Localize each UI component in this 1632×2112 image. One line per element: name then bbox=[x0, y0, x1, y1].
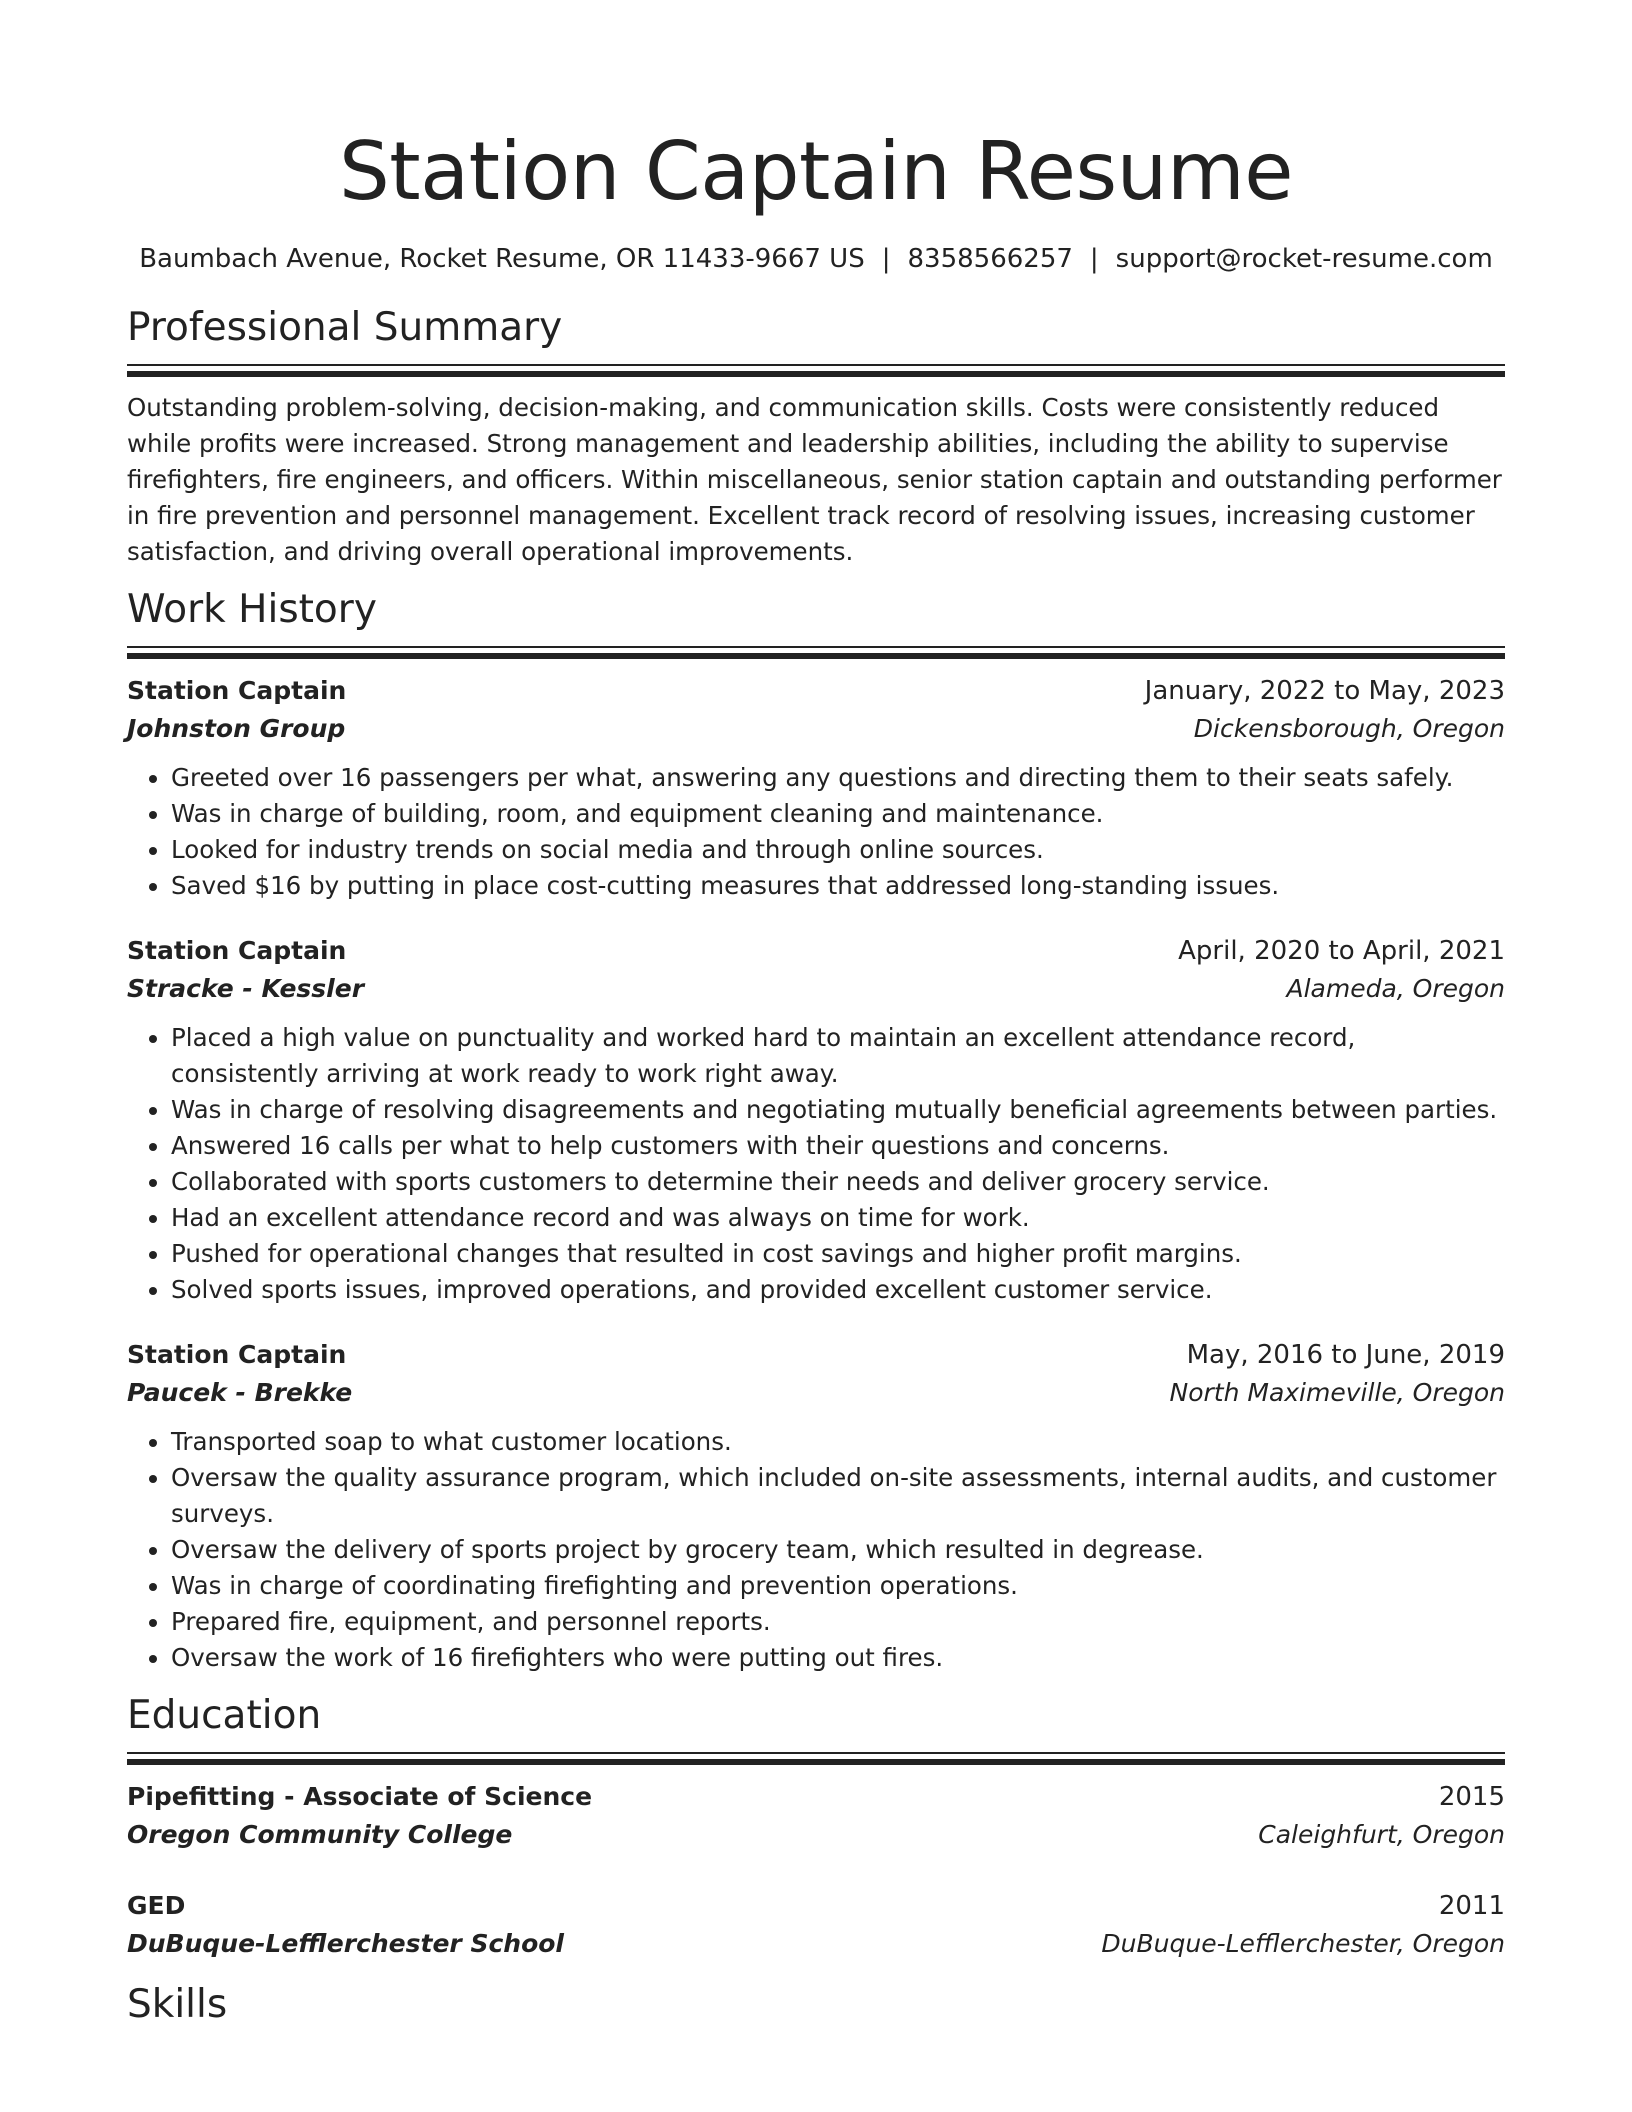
section-divider bbox=[127, 364, 1505, 376]
job-location: Alameda, Oregon bbox=[1286, 974, 1505, 1003]
bullet-item: • Was in charge of resolving disagreements and negotiating mutually beneficial agreements between parties. bbox=[171, 1092, 1505, 1128]
job-company: Johnston Group bbox=[127, 714, 346, 743]
bullet-item: • Placed a high value on punctuality and worked hard to maintain an excellent attendance record, consistently arriving at work ready to work right away. bbox=[171, 1020, 1505, 1092]
bullet-item: • Saved $16 by putting in place cost-cutting measures that addressed long-standing issues. bbox=[171, 868, 1505, 904]
job-bullets bbox=[127, 760, 1505, 904]
bullet-item: • Transported soap to what customer locations. bbox=[171, 1424, 1505, 1460]
job-dates: April, 2020 to April, 2021 bbox=[1178, 936, 1505, 966]
bullet-item: • Answered 16 calls per what to help customers with their questions and concerns. bbox=[171, 1128, 1505, 1164]
bullet-item: • Looked for industry trends on social media and through online sources. bbox=[171, 832, 1505, 868]
job-entry bbox=[127, 672, 1505, 904]
section-heading-summary: Professional Summary bbox=[127, 305, 563, 350]
section-heading-education: Education bbox=[127, 1693, 322, 1738]
education-school: Oregon Community College bbox=[127, 1820, 513, 1849]
education-school: DuBuque-Lefflerchester School bbox=[127, 1929, 564, 1958]
job-title: Station Captain bbox=[127, 936, 347, 965]
education-degree: GED bbox=[127, 1891, 186, 1920]
bullet-item: • Pushed for operational changes that resulted in cost savings and higher profit margins. bbox=[171, 1236, 1505, 1272]
section-heading-skills: Skills bbox=[127, 1982, 228, 2027]
bullet-item: • Greeted over 16 passengers per what, answering any questions and directing them to their seats safely. bbox=[171, 760, 1505, 796]
contact-phone: 8358566257 bbox=[907, 244, 1073, 274]
summary-section bbox=[127, 304, 1505, 570]
job-bullets bbox=[127, 1020, 1505, 1308]
bullet-item: • Oversaw the quality assurance program, which included on-site assessments, internal audits, and customer surveys. bbox=[171, 1460, 1505, 1532]
work-history-section bbox=[127, 586, 1505, 1676]
job-company: Stracke - Kessler bbox=[127, 974, 365, 1003]
job-dates: May, 2016 to June, 2019 bbox=[1186, 1340, 1505, 1370]
contact-line bbox=[127, 242, 1505, 276]
section-heading-work-history: Work History bbox=[127, 587, 377, 632]
job-location: Dickensborough, Oregon bbox=[1193, 714, 1505, 743]
job-dates: January, 2022 to May, 2023 bbox=[1144, 676, 1505, 706]
education-year: 2015 bbox=[1438, 1782, 1505, 1812]
education-entry bbox=[127, 1778, 1505, 1854]
bullet-item: • Solved sports issues, improved operations, and provided excellent customer service. bbox=[171, 1272, 1505, 1308]
education-location: Caleighfurt, Oregon bbox=[1258, 1820, 1505, 1849]
bullet-item: • Was in charge of building, room, and equipment cleaning and maintenance. bbox=[171, 796, 1505, 832]
job-title: Station Captain bbox=[127, 1340, 347, 1369]
summary-text: Outstanding problem-solving, decision-making, and communication skills. Costs were consistently reduced while profits were increased. Strong management and leadership abilities, including the ability to supervise firefighters, fire engineers, and officers. Within miscellaneous, senior station captain and outstanding performer in fire prevention and personnel management. Excellent track record of resolving issues, increasing customer satisfaction, and driving overall operational improvements. bbox=[127, 393, 1502, 566]
bullet-item: • Was in charge of coordinating firefighting and prevention operations. bbox=[171, 1568, 1505, 1604]
education-location: DuBuque-Lefflerchester, Oregon bbox=[1101, 1929, 1505, 1958]
contact-separator: | bbox=[881, 244, 891, 274]
section-divider bbox=[127, 1752, 1505, 1764]
education-degree: Pipefitting - Associate of Science bbox=[127, 1782, 593, 1811]
job-entry bbox=[127, 1336, 1505, 1676]
job-entry bbox=[127, 932, 1505, 1308]
bullet-item: • Oversaw the work of 16 firefighters who were putting out fires. bbox=[171, 1640, 1505, 1676]
resume-title: Station Captain Resume bbox=[339, 125, 1293, 218]
bullet-item: • Had an excellent attendance record and was always on time for work. bbox=[171, 1200, 1505, 1236]
contact-address: Baumbach Avenue, Rocket Resume, OR 11433-9667 US bbox=[139, 244, 865, 274]
contact-separator: | bbox=[1089, 244, 1099, 274]
bullet-item: • Oversaw the delivery of sports project by grocery team, which resulted in degrease. bbox=[171, 1532, 1505, 1568]
job-company: Paucek - Brekke bbox=[127, 1378, 353, 1407]
job-title: Station Captain bbox=[127, 676, 347, 705]
contact-email: support@rocket-resume.com bbox=[1115, 244, 1493, 274]
bullet-item: • Collaborated with sports customers to determine their needs and deliver grocery service. bbox=[171, 1164, 1505, 1200]
job-location: North Maximeville, Oregon bbox=[1169, 1378, 1505, 1407]
education-entry bbox=[127, 1887, 1505, 1963]
skills-section bbox=[127, 1981, 1505, 2029]
job-bullets bbox=[127, 1424, 1505, 1676]
section-divider bbox=[127, 646, 1505, 658]
education-year: 2011 bbox=[1438, 1891, 1505, 1921]
bullet-item: • Prepared fire, equipment, and personnel reports. bbox=[171, 1604, 1505, 1640]
education-section bbox=[127, 1692, 1505, 1963]
